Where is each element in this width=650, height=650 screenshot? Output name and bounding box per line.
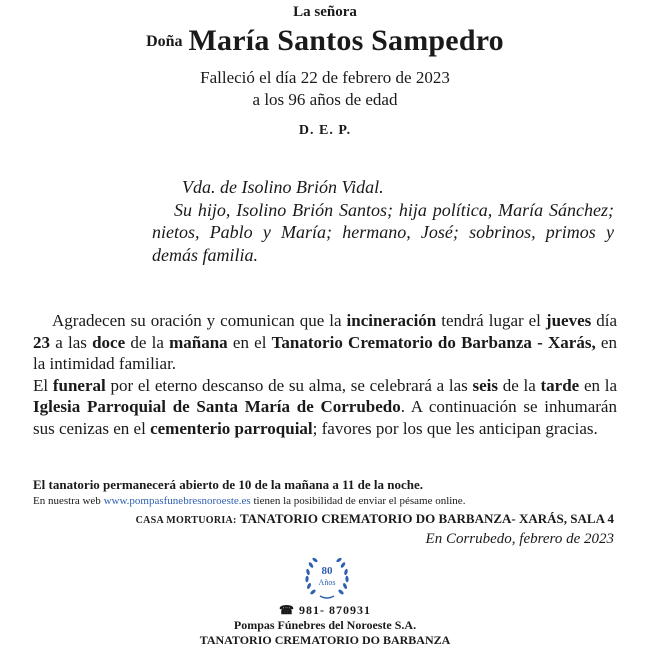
telephone-icon: ☎ (279, 603, 295, 617)
age-line: a los 96 años de edad (252, 90, 398, 109)
laurel-icon (300, 552, 354, 602)
relatives-paragraph: Su hijo, Isolino Brión Santos; hija política, María Sánchez; nietos, Pablo y María; hermano, José; sobrinos, primos y demás familia. (152, 199, 614, 265)
funeral-paragraph (33, 375, 617, 440)
text-run: El (33, 375, 53, 395)
text-run: día (591, 311, 617, 330)
service-details (33, 310, 617, 439)
text-run: en el (227, 332, 272, 352)
deceased-name-line (0, 24, 650, 58)
emphasis-run: mañana (169, 332, 228, 352)
logo-word: Años (318, 578, 336, 587)
text-run: por el eterno descanso de su alma, se celebrará a las (105, 375, 473, 395)
widow-line: Vda. de Isolino Brión Vidal. (182, 177, 384, 197)
rip-abbreviation: D. E. P. (298, 123, 352, 138)
text-run: tendrá lugar el (436, 311, 546, 330)
facility-name: TANATORIO CREMATORIO DO BARBANZA (199, 633, 451, 647)
text-run: Agradecen su oración y comunican que la (52, 311, 347, 330)
text-run: ; favores por los que les anticipan gracias. (312, 418, 598, 438)
emphasis-run: doce (92, 332, 126, 352)
death-date-line: Falleció el día 22 de febrero de 2023 (200, 68, 450, 87)
text-run: de la (125, 332, 170, 352)
deceased-name: María Santos Sampedro (188, 24, 504, 57)
opening-hours: El tanatorio permanecerá abierto de 10 de la mañana a 11 de la noche. (33, 477, 423, 492)
emphasis-run: cementerio parroquial (150, 418, 313, 438)
phone-line (0, 603, 650, 618)
emphasis-run: seis (472, 375, 499, 395)
emphasis-run: incineración (346, 311, 437, 330)
emphasis-run: 23 (33, 332, 50, 352)
place-date: En Corrubedo, febrero de 2023 (425, 531, 614, 547)
name-prefix: Doña (146, 33, 183, 50)
web-condolence-note (33, 495, 465, 507)
emphasis-run: jueves (545, 311, 592, 330)
mortuary-line (136, 511, 614, 527)
emphasis-run: Tanatorio Crematorio do Barbanza - Xarás, (271, 332, 596, 352)
text-run: En nuestra web (33, 495, 104, 507)
text-run: en la intimidad familiar. (33, 332, 617, 373)
text-run: en la (579, 375, 617, 395)
emphasis-run: Iglesia Parroquial de Santa María de Corrubedo (33, 397, 401, 416)
emphasis-run: funeral (52, 375, 106, 395)
company-name: Pompas Fúnebres del Noroeste S.A. (233, 618, 417, 632)
logo-number: 80 (321, 565, 333, 577)
text-run: . A continuación se inhumarán sus cenizas en el (33, 397, 617, 438)
text-run: de la (498, 375, 541, 395)
80-years-laurel-logo (300, 552, 354, 602)
family-block (152, 176, 614, 266)
cremation-paragraph (33, 310, 617, 375)
text-run: a las (50, 332, 93, 352)
intro-label: La señora (293, 4, 357, 20)
emphasis-run: tarde (540, 375, 580, 395)
mortuary-location: TANATORIO CREMATORIO DO BARBANZA- XARÁS, SALA 4 (239, 511, 614, 526)
mortuary-label: CASA MORTUORIA: (135, 515, 237, 526)
phone-number: 981- 870931 (298, 603, 371, 617)
text-run: tienen la posibilidad de enviar el pésame online. (250, 495, 466, 507)
website-link[interactable]: www.pompasfunebresnoroeste.es (103, 495, 251, 507)
